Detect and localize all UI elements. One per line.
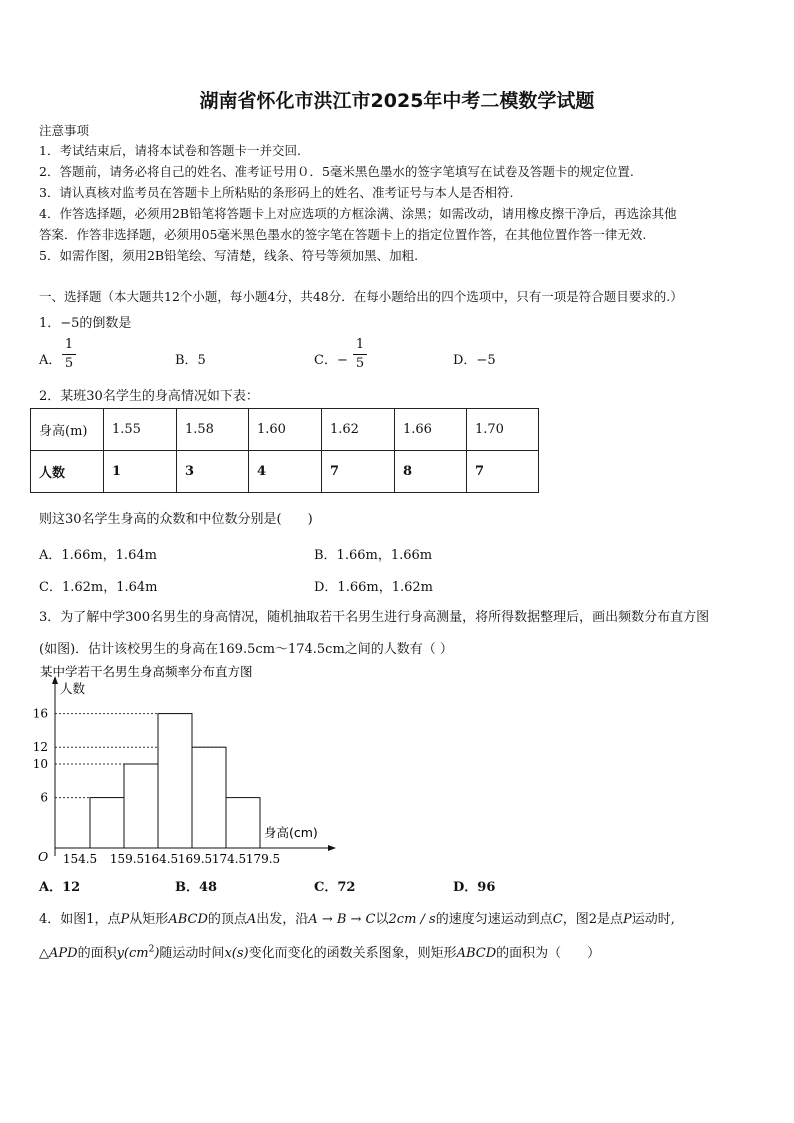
q4-math-a: A xyxy=(246,912,257,927)
y-tick-label: 16 xyxy=(32,706,48,721)
fraction-denominator: 5 xyxy=(64,356,74,371)
notes-item-1: 1．考试结束后，请将本试卷和答题卡一并交回. xyxy=(39,143,301,158)
q4-math-y-close: ) xyxy=(154,946,160,961)
table-cell: 1.55 xyxy=(104,409,177,451)
table-cell: 7 xyxy=(467,451,539,493)
q4-text: 运动时, xyxy=(631,912,675,927)
table-row xyxy=(31,451,539,493)
x-tick-labels xyxy=(63,852,280,866)
fraction-bar xyxy=(62,354,76,355)
q4-text: 以 xyxy=(375,912,389,927)
table-cell: 1.58 xyxy=(177,409,249,451)
notes-item-4-cont: 答案．作答非选择题，必须用05毫米黑色墨水的签字笔在答题卡上的指定位置作答，在其他位置作答一律无效. xyxy=(39,227,647,242)
q4-math-c: C xyxy=(552,912,563,927)
q3-stem-line-2: (如图)．估计该校男生的身高在169.5cm～174.5cm之间的人数有（ ） xyxy=(39,642,453,657)
q2-option-c: C．1.62m，1.64m xyxy=(39,580,158,595)
table-cell: 3 xyxy=(177,451,249,493)
notes-item-5: 5．如需作图，须用2B铅笔绘、写清楚，线条、符号等须加黑、加粗. xyxy=(39,248,419,263)
histogram-bars xyxy=(90,714,260,848)
q4-text: 的面积为（ ） xyxy=(496,946,601,961)
histogram-bar xyxy=(226,798,260,848)
q1-option-b: B．5 xyxy=(175,353,206,368)
origin-label: O xyxy=(38,849,49,864)
q4-text: ，图2是点 xyxy=(562,912,623,927)
q2-question: 则这30名学生身高的众数和中位数分别是( ) xyxy=(39,512,313,527)
y-tick-label: 10 xyxy=(32,757,48,771)
x-tick-label: 154.5 xyxy=(62,852,98,866)
table-header-cell: 身高(m) xyxy=(31,409,104,451)
y-tick-label: 6 xyxy=(40,790,48,805)
table-cell: 4 xyxy=(249,451,322,493)
q3-option-c: C．72 xyxy=(314,880,356,895)
q2-option-b: B．1.66m，1.66m xyxy=(314,548,433,563)
q4-math-abcd: ABCD xyxy=(168,912,208,927)
histogram-bar xyxy=(90,798,124,848)
q4-math-p: P xyxy=(120,912,130,927)
y-tick-labels xyxy=(33,707,48,805)
table-row xyxy=(31,409,539,451)
histogram-chart xyxy=(0,660,794,872)
q4-text: 随运动时间 xyxy=(159,946,225,961)
table-cell: 1.62 xyxy=(322,409,395,451)
table-cell: 1.66 xyxy=(395,409,467,451)
table-cell: 1.70 xyxy=(467,409,539,451)
q4-math-speed: 2cm / s xyxy=(388,912,436,927)
q4-text: 出发，沿 xyxy=(256,912,309,927)
q4-text: 的速度匀速运动到点 xyxy=(435,912,553,927)
notes-item-3: 3．请认真核对监考员在答题卡上所粘贴的条形码上的姓名、准考证号与本人是否相符. xyxy=(39,185,514,200)
fraction-denominator: 5 xyxy=(355,356,365,371)
q3-option-a: A．12 xyxy=(39,880,81,895)
y-tick-label: 12 xyxy=(32,740,48,755)
q4-math-triangle: △APD xyxy=(39,946,78,961)
q1-option-c-fraction xyxy=(353,337,367,372)
q1-option-a-fraction xyxy=(62,337,76,372)
x-tick-label: 169.5 xyxy=(177,852,213,866)
x-tick-label: 164.5 xyxy=(143,852,179,866)
q3-option-d: D．96 xyxy=(453,880,496,895)
x-axis-label: 身高(cm) xyxy=(264,825,318,840)
q1-option-a-label: A． xyxy=(39,353,62,368)
histogram-bar xyxy=(124,764,158,848)
fraction-numerator: 1 xyxy=(64,337,74,352)
y-axis-label: 人数 xyxy=(60,681,86,696)
q4-math-y: y(cm xyxy=(116,946,149,961)
q4-text: 的顶点 xyxy=(207,912,247,927)
fraction-numerator: 1 xyxy=(355,337,365,352)
histogram-bar xyxy=(192,747,226,848)
q4-stem-line-2 xyxy=(39,942,600,961)
q3-stem-line-1: 3．为了解中学300名男生的身高情况，随机抽取若干名男生进行身高测量，将所得数据整理后，画出频数分布直方图 xyxy=(39,610,710,625)
x-tick-label: 174.5 xyxy=(211,852,247,866)
notes-heading: 注意事项 xyxy=(39,123,90,138)
q1-option-d: D．−5 xyxy=(453,353,496,368)
q3-option-b: B．48 xyxy=(175,880,218,895)
x-tick-label: 179.5 xyxy=(245,852,281,866)
q4-text: 从矩形 xyxy=(129,912,169,927)
histogram-bar xyxy=(158,714,192,848)
q2-stem: 2．某班30名学生的身高情况如下表： xyxy=(39,389,259,404)
page-title: 湖南省怀化市洪江市2025年中考二模数学试题 xyxy=(199,90,595,112)
x-axis-arrow xyxy=(328,845,336,851)
table-cell: 7 xyxy=(322,451,395,493)
q4-math-path: A → B → C xyxy=(308,912,376,927)
q4-math-p: P xyxy=(622,912,632,927)
table-header-cell: 人数 xyxy=(31,451,104,493)
fraction-bar xyxy=(353,354,367,355)
height-table xyxy=(30,408,539,493)
notes-item-4: 4．作答选择题，必须用2B铅笔将答题卡上对应选项的方框涂满、涂黑；如需改动，请用橡皮擦干净后，再选涂其他 xyxy=(39,206,677,221)
q4-math-abcd: ABCD xyxy=(456,946,497,961)
notes-item-2: 2．答题前，请务必将自己的姓名、准考证号用０．5毫米黑色墨水的签字笔填写在试卷及答题卡的规定位置. xyxy=(39,164,634,179)
q4-stem-line-1 xyxy=(39,908,675,927)
q4-text: 变化而变化的函数关系图象，则矩形 xyxy=(248,946,457,961)
q2-option-d: D．1.66m，1.62m xyxy=(314,580,433,595)
q4-text: 4．如图1，点 xyxy=(39,912,121,927)
section-heading: 一、选择题（本大题共12个小题，每小题4分，共48分．在每小题给出的四个选项中，只有一项是符合题目要求的.） xyxy=(39,289,683,304)
q1-stem: 1．−5的倒数是 xyxy=(39,316,132,331)
table-cell: 1 xyxy=(104,451,177,493)
chart-title: 某中学若干名男生身高频率分布直方图 xyxy=(40,664,253,679)
table-cell: 8 xyxy=(395,451,467,493)
table-cell: 1.60 xyxy=(249,409,322,451)
q2-option-a: A．1.66m，1.64m xyxy=(39,548,157,563)
q4-math-x: x(s) xyxy=(224,946,249,961)
q1-option-c-label: C．− xyxy=(314,353,348,368)
x-tick-label: 159.5 xyxy=(109,852,145,866)
q4-math-sup: 2 xyxy=(148,944,155,955)
q4-text: 的面积 xyxy=(77,946,117,961)
